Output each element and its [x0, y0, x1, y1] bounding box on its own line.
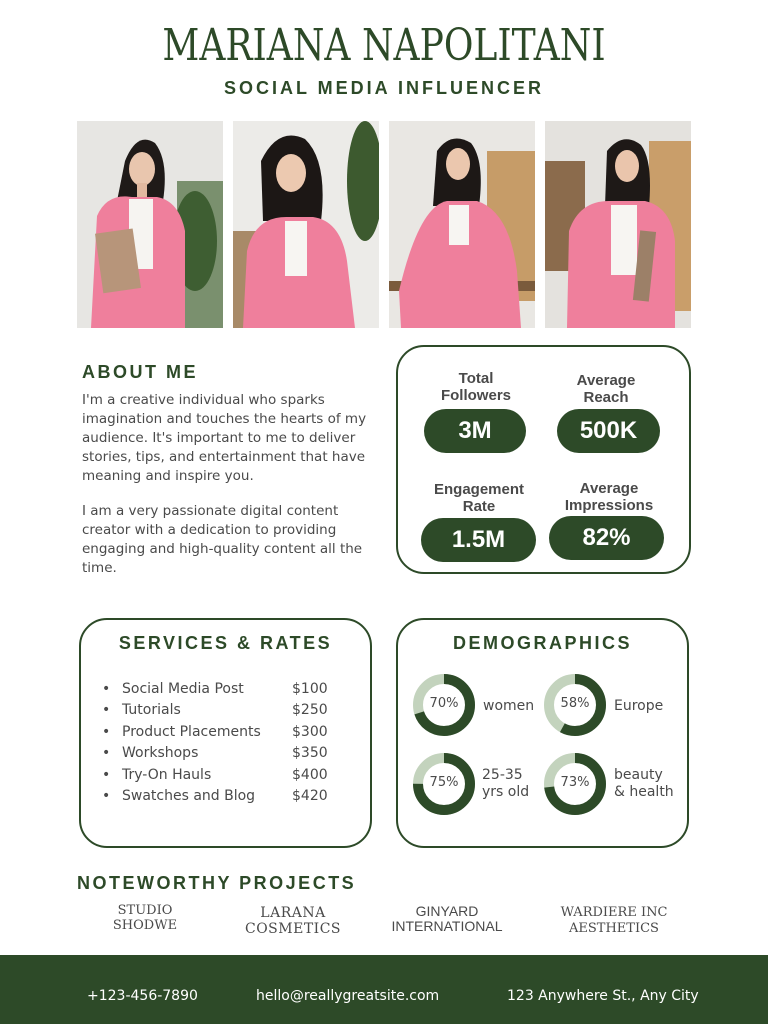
service-name: Social Media Post: [122, 681, 244, 697]
donut-percent: 58%: [560, 696, 590, 711]
logo-line: SHODWE: [112, 918, 178, 933]
bullet-icon: •: [102, 723, 111, 740]
portrait-photo-1: [77, 121, 223, 328]
donut-label-line: beauty: [614, 767, 663, 783]
donut-chart-women: [412, 673, 476, 737]
service-item: [102, 765, 352, 786]
stat-label-line: Rate: [462, 498, 496, 515]
donut-label-europe: [614, 698, 663, 715]
services-list: [102, 679, 352, 807]
stat-label-line: Engagement: [433, 481, 524, 498]
stat-value-total-followers: 3M: [424, 409, 526, 453]
service-item: [102, 679, 352, 700]
logo-line: INTERNATIONAL: [391, 918, 503, 934]
stat-label-total-followers: [416, 370, 536, 404]
stat-label-line: Average: [576, 372, 636, 389]
donut-label-line: yrs old: [482, 784, 530, 800]
service-item: [102, 743, 352, 764]
service-price: $250: [292, 702, 328, 719]
page-subtitle: SOCIAL MEDIA INFLUENCER: [223, 78, 544, 98]
service-name: Swatches and Blog: [122, 787, 256, 804]
donut-label-age: [482, 767, 529, 801]
footer-phone[interactable]: +123-456-7890: [87, 988, 198, 1004]
logo-larana-cosmetics: [234, 905, 352, 937]
footer-email[interactable]: hello@reallygreatsite.com: [256, 988, 440, 1004]
portrait-photo-2: [233, 121, 379, 328]
bullet-icon: •: [102, 766, 111, 783]
donut-percent: 75%: [429, 775, 459, 790]
stat-label-average-impressions: [549, 480, 669, 514]
logo-ginyard-international: [381, 904, 513, 934]
bullet-icon: •: [102, 787, 111, 804]
service-price: $350: [292, 745, 328, 762]
service-price: $100: [292, 681, 328, 697]
about-paragraph-1: I'm a creative individual who sparks imagination and touches the hearts of my audience. It's important to me to deliver stories, tips, and entertainment that have meaning and inspire you.: [82, 392, 367, 484]
stat-label-line: Followers: [440, 387, 511, 404]
donut-label-women: [483, 698, 534, 715]
stat-value-average-impressions: 82%: [549, 516, 664, 560]
logo-line: WARDIERE INC: [560, 905, 668, 920]
bullet-icon: •: [102, 681, 111, 697]
donut-chart-interest: [543, 752, 607, 816]
donut-label-line: & health: [614, 784, 674, 800]
portrait-photo-4: [545, 121, 691, 328]
service-name: Workshops: [122, 745, 199, 762]
bullet-icon: •: [102, 745, 111, 762]
footer-address: 123 Anywhere St., Any City: [507, 988, 699, 1004]
logo-line: STUDIO: [117, 903, 173, 918]
service-name: Product Placements: [122, 723, 261, 740]
service-item: [102, 722, 352, 743]
logo-line: GINYARD: [415, 903, 479, 919]
service-item: [102, 786, 352, 807]
about-paragraph-2: I am a very passionate digital content creator with a dedication to providing engaging and high-quality content all the time.: [82, 503, 363, 576]
stat-value-engagement-rate: 1.5M: [421, 518, 536, 562]
logo-line: AESTHETICS: [569, 921, 659, 936]
about-title: ABOUT ME: [82, 362, 198, 382]
donut-percent: 70%: [429, 696, 459, 711]
projects-title: NOTEWORTHY PROJECTS: [77, 873, 357, 893]
service-price: $300: [292, 723, 328, 740]
page-title: MARIANA NAPOLITANI: [162, 20, 606, 71]
service-name: Tutorials: [122, 702, 181, 719]
stat-label-average-reach: [546, 372, 666, 406]
stat-label-engagement-rate: [419, 481, 539, 515]
service-name: Try-On Hauls: [122, 766, 212, 783]
portrait-photo-3: [389, 121, 535, 328]
donut-percent: 73%: [560, 775, 590, 790]
stat-label-line: Reach: [583, 389, 629, 406]
donut-label-line: Europe: [614, 698, 664, 714]
donut-chart-age: [412, 752, 476, 816]
donut-label-interest: [614, 767, 674, 801]
donut-chart-europe: [543, 673, 607, 737]
logo-line: LARANA: [260, 905, 326, 921]
stat-value-average-reach: 500K: [557, 409, 660, 453]
donut-label-line: 25-35: [482, 767, 523, 783]
logo-line: COSMETICS: [244, 921, 341, 937]
demographics-title: DEMOGRAPHICS: [452, 633, 632, 653]
service-price: $420: [292, 787, 328, 804]
services-title: SERVICES & RATES: [118, 633, 333, 653]
stat-label-line: Total: [458, 370, 494, 387]
stat-label-line: Impressions: [564, 497, 654, 514]
logo-studio-shodwe: [100, 903, 190, 933]
logo-wardiere-aesthetics: [552, 905, 676, 937]
donut-label-line: women: [483, 698, 535, 714]
service-price: $400: [292, 766, 328, 783]
bullet-icon: •: [102, 702, 111, 719]
service-item: [102, 700, 352, 721]
stat-label-line: Average: [579, 480, 639, 497]
